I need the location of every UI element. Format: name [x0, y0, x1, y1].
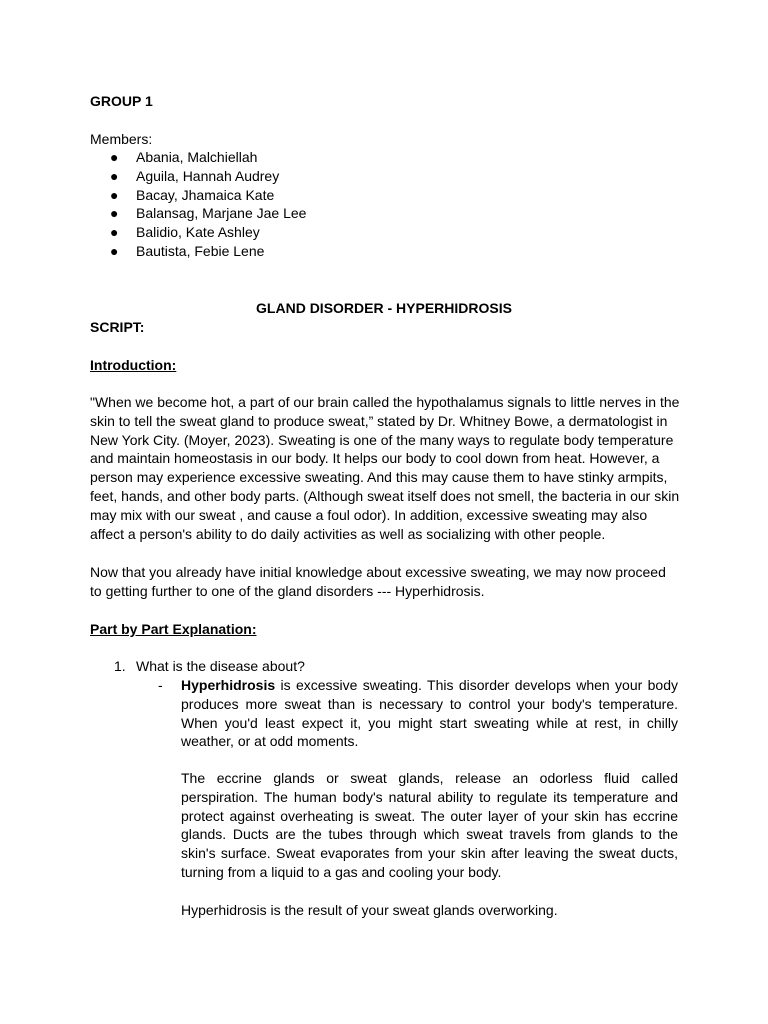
answer-paragraph-3: Hyperhidrosis is the result of your sweat glands overworking.: [181, 902, 558, 918]
question-text: What is the disease about?: [136, 658, 305, 674]
list-item: [110, 242, 306, 261]
doc-title: GLAND DISORDER - HYPERHIDROSIS: [256, 300, 512, 316]
members-list: [110, 148, 306, 261]
answer-term: Hyperhidrosis: [181, 677, 276, 693]
transition-paragraph: Now that you already have initial knowledge about excessive sweating, we may now proceed to getting further to one of the gland disorders --- Hyperhidrosis.: [90, 564, 666, 599]
group-title: GROUP 1: [90, 93, 153, 109]
bullet-icon: ●: [110, 167, 119, 184]
list-item: [110, 148, 306, 167]
answer-paragraph-2: The eccrine glands or sweat glands, release an odorless fluid called perspiration. The human body's natural ability to regulate its temperature and protect against overheating is sweat. The outer layer of your skin has eccrine glands. Ducts are the tubes through which sweat travels from glands to the skin's surface. Sweat evaporates from your skin after leaving the sweat ducts, turning from a liquid to a gas and cooling your body.: [181, 770, 678, 880]
member-name: Aguila, Hannah Audrey: [136, 167, 280, 184]
member-name: Balansag, Marjane Jae Lee: [136, 205, 307, 222]
answer-text: is excessive sweating. This disorder develops when your body produces more sweat than is necessary to control your body's temperature. When you'd least expect it, you might start sweating while at rest, in chilly weather, or at odd moments.: [181, 677, 678, 750]
dash-marker: -: [158, 677, 163, 693]
list-item: [110, 167, 306, 186]
member-name: Bautista, Febie Lene: [136, 242, 265, 259]
script-label: SCRIPT:: [90, 319, 145, 335]
bullet-icon: ●: [110, 186, 119, 203]
members-label: Members:: [90, 131, 153, 147]
bullet-icon: ●: [110, 149, 119, 165]
member-name: Abania, Malchiellah: [136, 149, 258, 165]
bullet-icon: ●: [110, 205, 119, 222]
member-name: Balidio, Kate Ashley: [136, 224, 260, 241]
intro-paragraph: "When we become hot, a part of our brain called the hypothalamus signals to little nerves in the skin to tell the sweat gland to produce sweat,” stated by Dr. Whitney Bowe, a dermatologist in New York City. (Moyer, 2023). Sweating is one of the many ways to regulate body temperature and maintain homeostasis in our body. It helps our body to cool down from heat. However, a person may experience excessive sweating. And this may cause them to have stinky armpits, feet, hands, and other body parts. (Although sweat itself does not smell, the bacteria in our skin may mix with our sweat , and cause a foul odor). In addition, excessive sweating may also affect a person's ability to do daily activities as well as socializing with other people.: [90, 394, 680, 542]
bullet-icon: ●: [110, 224, 119, 241]
answer-paragraph-1: [181, 676, 678, 751]
bullet-icon: ●: [110, 242, 119, 259]
intro-heading: Introduction:: [90, 357, 177, 373]
question-number: 1.: [114, 658, 126, 674]
part-heading: Part by Part Explanation:: [90, 621, 257, 637]
list-item: [110, 186, 306, 205]
list-item: [110, 204, 306, 223]
list-item: [110, 223, 306, 242]
member-name: Bacay, Jhamaica Kate: [136, 186, 275, 203]
